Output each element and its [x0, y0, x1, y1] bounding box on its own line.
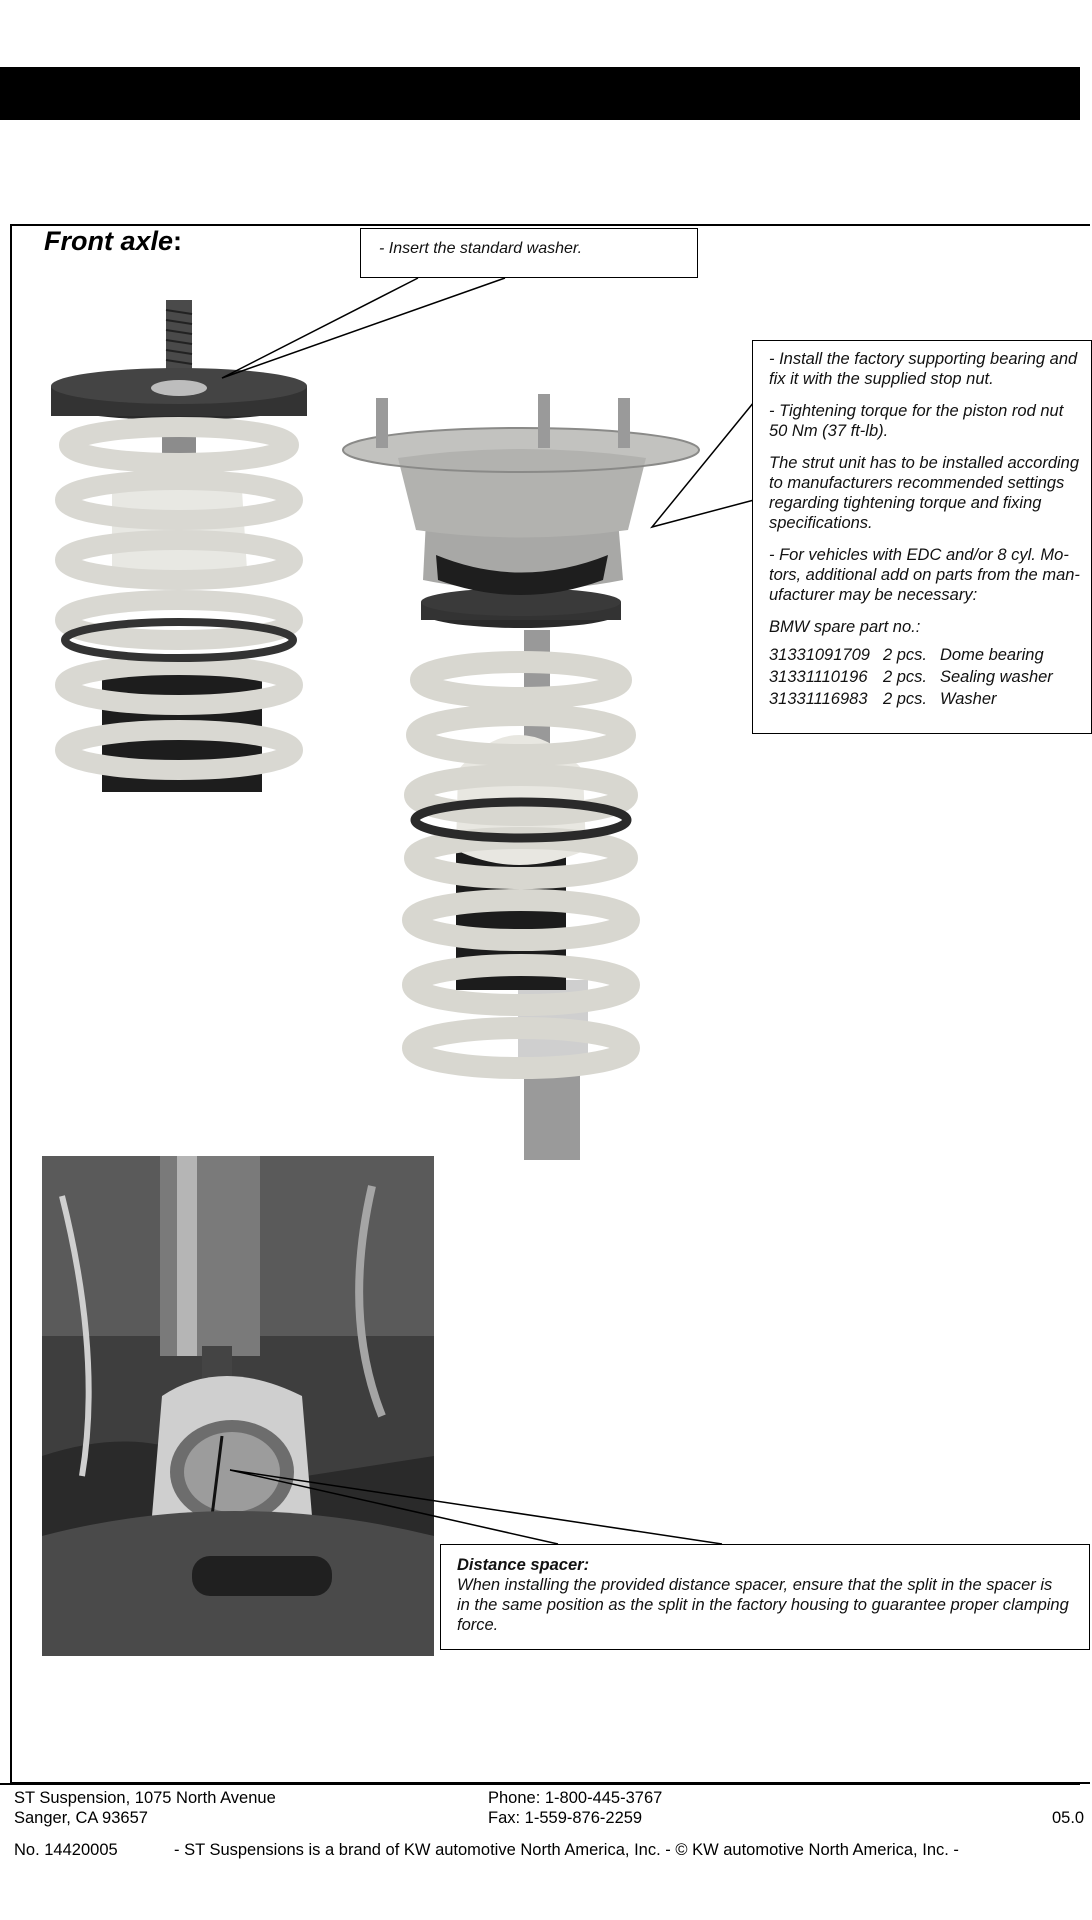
spacer-heading: Distance spacer: — [457, 1556, 590, 1574]
part-qty: 2 pcs. — [882, 690, 927, 708]
footer-rule — [0, 1783, 1080, 1785]
section-title: Front axle: — [44, 226, 183, 256]
part-name: Dome bearing — [939, 646, 1044, 664]
callout-washer-text: - Insert the standard washer. — [379, 240, 583, 257]
spare-parts-table — [769, 645, 1066, 711]
part-name: Sealing washer — [939, 668, 1053, 686]
table-row — [769, 667, 1066, 689]
callout-standard-washer — [360, 228, 698, 278]
footer-brand-line: - ST Suspensions is a brand of KW automotive North America, Inc. - © KW automotive North America, Inc. - — [174, 1841, 959, 1859]
spacer-text-line1: When installing the provided distance spacer, ensure that the split in the spacer is — [457, 1576, 1053, 1594]
bearing-install-text: - Install the factory supporting bearing and fix it with the supplied stop nut. — [769, 350, 1078, 388]
table-row — [769, 689, 1066, 711]
part-qty: 2 pcs. — [882, 668, 927, 686]
footer-doc-number: No. 14420005 — [14, 1841, 118, 1859]
spare-part-label: BMW spare part no.: — [769, 618, 921, 636]
part-number: 31331091709 — [769, 646, 870, 664]
callout-supporting-bearing — [752, 340, 1092, 734]
part-number: 31331110196 — [769, 668, 868, 686]
callout-distance-spacer — [440, 1544, 1090, 1650]
part-number: 31331116983 — [769, 690, 868, 708]
part-name: Washer — [939, 690, 997, 708]
edc-note-text: - For vehicles with EDC and/or 8 cyl. Mo- tors, additional add on parts from the man- ufacturer may be necessary: — [769, 546, 1080, 604]
table-row — [769, 645, 1066, 667]
footer-fax: Fax: 1-559-876-2259 — [488, 1809, 643, 1827]
strut-install-text: The strut unit has to be installed according to manufacturers recommended settings regarding tightening torque and fixing specifications. — [769, 454, 1080, 532]
footer-address — [14, 1788, 276, 1828]
footer-contact — [488, 1788, 662, 1828]
spacer-text-line2: in the same position as the split in the factory housing to guarantee proper clamping — [457, 1596, 1069, 1614]
footer-date: 05.0 — [1052, 1809, 1085, 1827]
part-qty: 2 pcs. — [882, 646, 927, 664]
footer-address-line2: Sanger, CA 93657 — [14, 1809, 148, 1827]
torque-text: - Tightening torque for the piston rod nut 50 Nm (37 ft-lb). — [769, 402, 1064, 440]
footer-phone: Phone: 1-800-445-3767 — [488, 1789, 663, 1807]
footer-address-line1: ST Suspension, 1075 North Avenue — [14, 1789, 276, 1807]
spacer-text-line3: force. — [457, 1616, 499, 1634]
